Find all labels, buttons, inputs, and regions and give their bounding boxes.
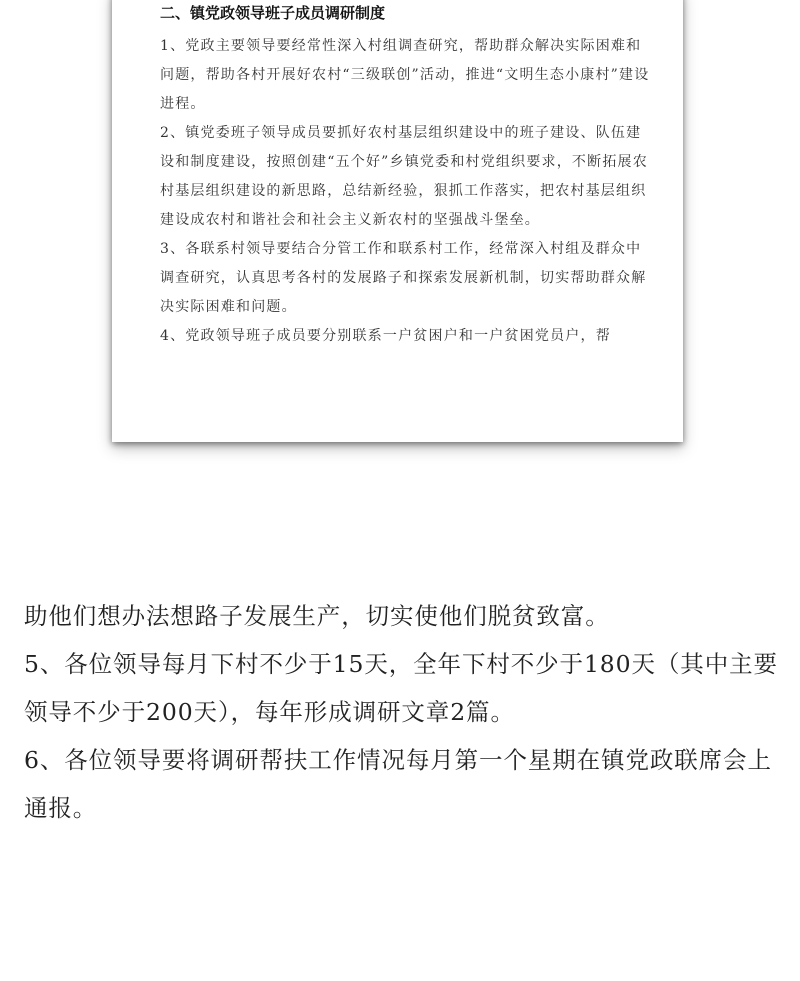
card-paragraph-3: 3、各联系村领导要结合分管工作和联系村工作，经常深入村组及群众中调查研究，认真思考各村的发展路子和探索发展新机制，切实帮助群众解决实际困难和问题。	[160, 241, 647, 315]
body-paragraph-continuation: 助他们想办法想路子发展生产，切实使他们脱贫致富。	[24, 602, 610, 630]
body-paragraph-6: 6、各位领导要将调研帮扶工作情况每月第一个星期在镇党政联席会上通报。	[24, 746, 772, 822]
card-paragraph-1: 1、党政主要领导要经常性深入村组调查研究，帮助群众解决实际困难和问题，帮助各村开展好农村“三级联创”活动，推进“文明生态小康村”建设进程。	[160, 38, 650, 112]
card-paragraph-4: 4、党政领导班子成员要分别联系一户贫困户和一户贫困党员户，帮	[160, 328, 611, 344]
section-heading: 二、镇党政领导班子成员调研制度	[160, 4, 386, 22]
document-page-preview	[112, 0, 683, 442]
card-paragraph-2: 2、镇党委班子领导成员要抓好农村基层组织建设中的班子建设、队伍建设和制度建设，按照创建“五个好”乡镇党委和村党组织要求，不断拓展农村基层组织建设的新思路，总结新经验，狠抓工作落实，把农村基层组织建设成农村和谐社会和社会主义新农村的坚强战斗堡垒。	[160, 125, 648, 228]
body-paragraph-5: 5、各位领导每月下村不少于15天，全年下村不少于180天（其中主要领导不少于200天），每年形成调研文章2篇。	[24, 650, 778, 726]
document-body	[24, 592, 784, 832]
